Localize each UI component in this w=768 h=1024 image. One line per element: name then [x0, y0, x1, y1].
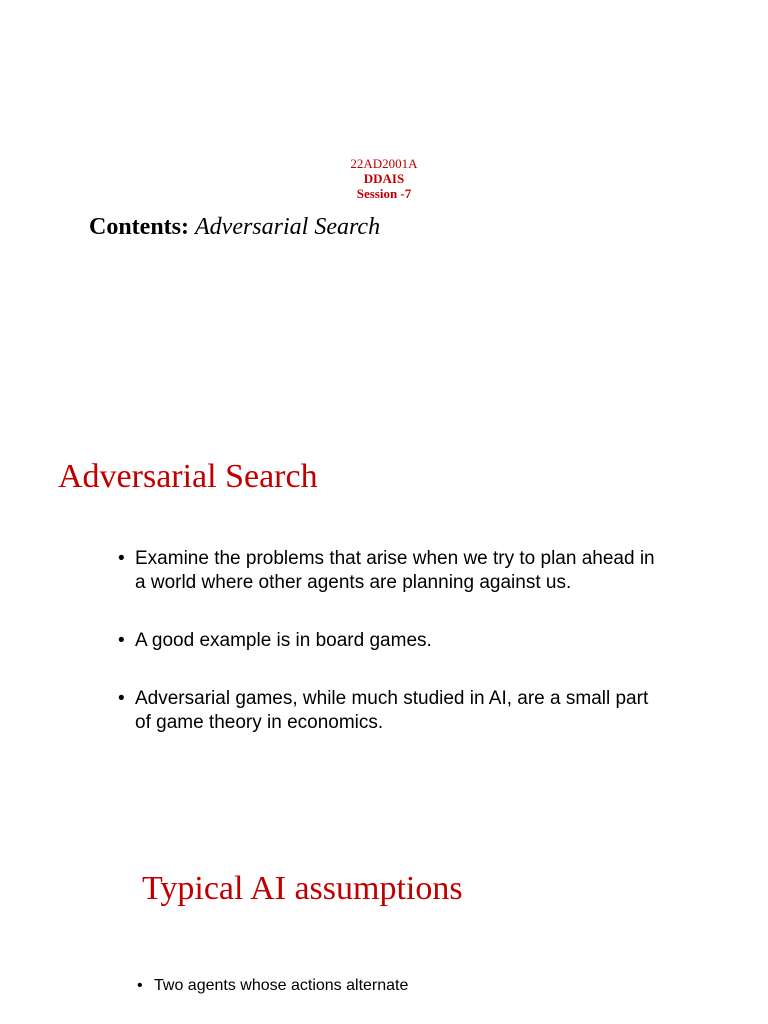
list-item: • Adversarial games, while much studied in AI, are a small part of game theory in economics.: [118, 687, 658, 735]
session-label: Session -7: [356, 186, 412, 201]
bullet-list-typical-ai-assumptions: [137, 975, 697, 997]
contents-line: [89, 212, 380, 242]
list-item: • Two agents whose actions alternate: [137, 975, 697, 997]
contents-topic: Adversarial Search: [195, 214, 381, 240]
bullet-list-adversarial-search: [118, 547, 658, 735]
contents-label: Contents:: [89, 214, 189, 240]
list-item: • Examine the problems that arise when we try to plan ahead in a world where other agents are planning against us.: [118, 547, 658, 595]
section-title-adversarial-search: Adversarial Search: [58, 458, 318, 495]
course-code: 22AD2001A: [350, 156, 418, 171]
list-item: • A good example is in board games.: [118, 629, 658, 653]
section-title-typical-ai-assumptions: Typical AI assumptions: [142, 870, 463, 907]
course-name: DDAIS: [363, 171, 405, 186]
